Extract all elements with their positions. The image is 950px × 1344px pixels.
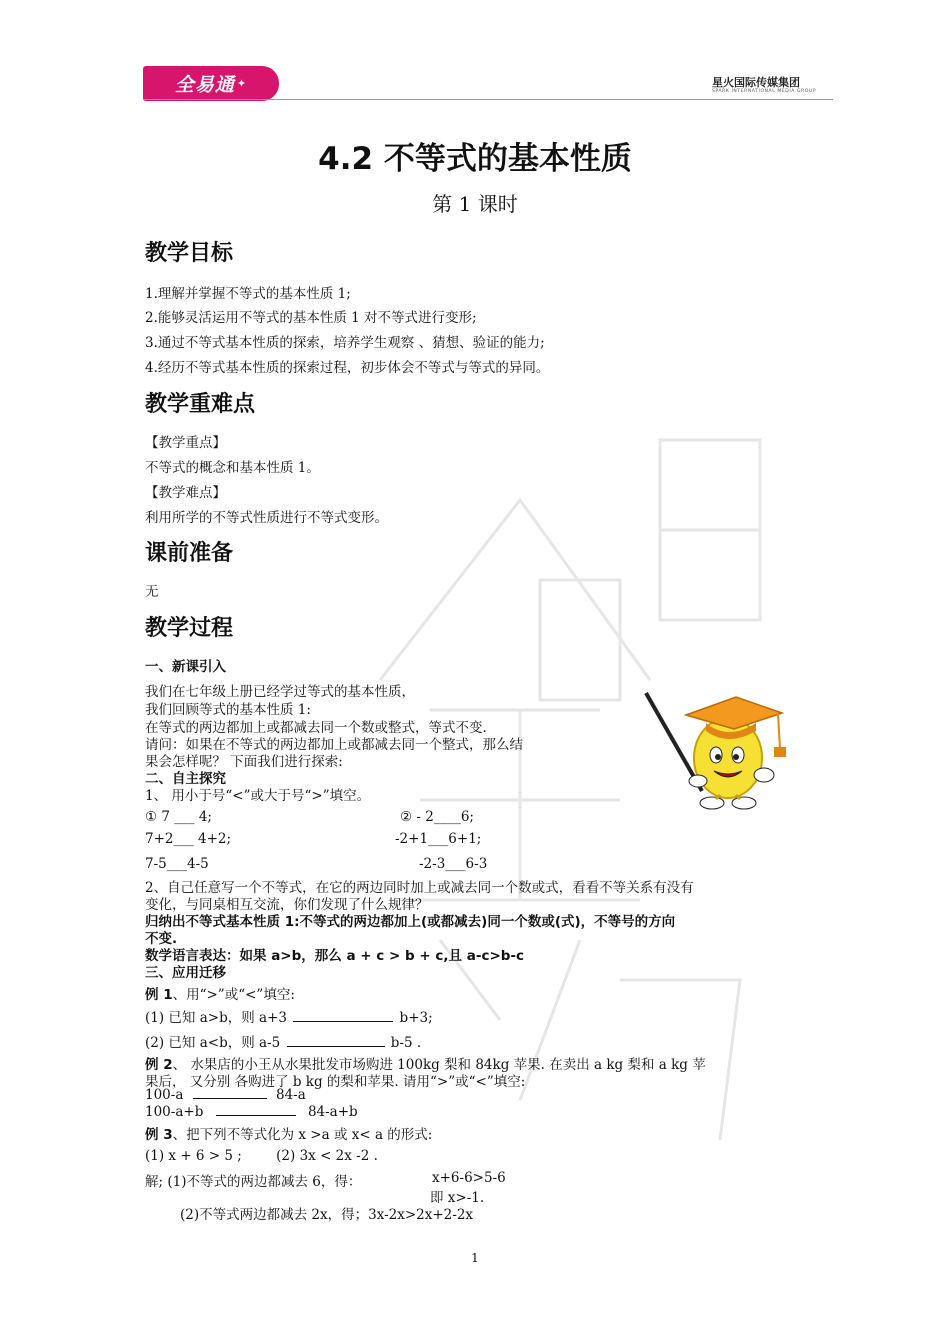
math-expression: 数学语言表达：如果 a>b，那么 a + c > b + c,且 a-c>b-c (145, 948, 525, 964)
part3-title: 三、应用迁移 (145, 965, 226, 981)
exercise-row3-right: -2-3___6-3 (419, 856, 488, 872)
exercise-row3-left: 7-5___4-5 (145, 856, 209, 872)
intro-line: 在等式的两边都加上或都减去同一个数或整式，等式不变. (145, 720, 487, 736)
example-2-label: 例 2 (145, 1057, 173, 1073)
answer-blank[interactable] (293, 1020, 393, 1022)
focus-label: 【教学重点】 (145, 435, 226, 451)
focus-text: 不等式的概念和基本性质 1。 (145, 460, 320, 476)
part2-title: 二、自主探究 (145, 771, 226, 787)
brand-subtitle: SPARK INTERNATIONAL MEDIA GROUP (712, 89, 817, 94)
quanyitong-logo: 全易通 ✦ (143, 66, 279, 101)
objective-item: 2.能够灵活运用不等式的基本性质 1 对不等式进行变形; (145, 310, 477, 326)
question-2-line2: 变化，与同桌相互交流，你们发现了什么规律？ (145, 897, 429, 913)
answer-blank[interactable] (216, 1114, 296, 1116)
page-subtitle: 第 1 课时 (432, 192, 518, 216)
property-line2: 不变. (145, 931, 178, 947)
property-line1: 归纳出不等式基本性质 1:不等式的两边都加上(或都减去)同一个数或(式)，不等号的方向 (145, 914, 676, 930)
question-1: 1、 用小于号“<”或大于号“>”填空。 (145, 788, 371, 804)
preparation-heading: 课前准备 (145, 541, 234, 566)
example-1-q2: (2) 已知 a<b，则 a-5 b-5 . (145, 1035, 422, 1051)
objective-item: 1.理解并掌握不等式的基本性质 1; (145, 286, 351, 302)
solution-1-intro: 解; (1)不等式的两边都减去 6，得： (145, 1174, 362, 1190)
example-1-q1: (1) 已知 a>b，则 a+3 b+3; (145, 1010, 433, 1026)
intro-line: 我们回顾等式的基本性质 1: (145, 702, 311, 718)
example-2-row1: 100-a 84-a (145, 1087, 306, 1103)
objective-item: 3.通过不等式基本性质的探索，培养学生观察 、猜想、验证的能力; (145, 335, 545, 351)
objective-item: 4.经历不等式基本性质的探索过程，初步体会不等式与等式的异同。 (145, 360, 550, 376)
intro-line: 果会怎样呢？ 下面我们进行探索: (145, 754, 343, 770)
example-2-line1: 例 2、 水果店的小王从水果批发市场购进 100kg 梨和 84kg 苹果. 在卖出 a kg 梨和 a kg 苹 (145, 1057, 706, 1073)
intro-line: 请问：如果在不等式的两边都加上或都减去同一个整式，那么结 (145, 737, 523, 753)
answer-blank[interactable] (193, 1097, 267, 1099)
objectives-heading: 教学目标 (145, 241, 234, 266)
teacher-cartoon-illustration (640, 683, 806, 813)
brand-name: 星火国际传媒集团 (712, 76, 800, 89)
answer-blank[interactable] (287, 1045, 385, 1047)
example-3-questions: (1) x + 6 > 5 ; (2) 3x < 2x -2 . (145, 1148, 378, 1164)
process-heading: 教学过程 (145, 616, 234, 641)
example-3-label: 例 3 (145, 1127, 173, 1143)
example-1-label: 例 1 (145, 987, 173, 1003)
keypoints-heading: 教学重难点 (145, 392, 256, 417)
part1-title: 一、新课引入 (145, 659, 226, 675)
solution-1-result: 即 x>-1. (430, 1190, 485, 1206)
example-3-prompt: 例 3、把下列不等式化为 x >a 或 x< a 的形式: (145, 1127, 433, 1143)
intro-line: 我们在七年级上册已经学过等式的基本性质， (145, 684, 415, 700)
example-2-line2: 果后， 又分别 各购进了 b kg 的梨和苹果. 请用“>”或“<”填空: (145, 1074, 526, 1090)
exercise-row1-left: ① 7 ___ 4; (145, 809, 212, 825)
difficulty-label: 【教学难点】 (145, 485, 226, 501)
example-1-prompt: 例 1、用“>”或“<”填空: (145, 987, 295, 1003)
solution-2: (2)不等式两边都减去 2x，得；3x-2x>2x+2-2x (180, 1207, 474, 1223)
exercise-row1-right: ② - 2____6; (400, 809, 474, 825)
difficulty-text: 利用所学的不等式性质进行不等式变形。 (145, 510, 388, 526)
header-divider (143, 99, 833, 100)
exercise-row2-right: -2+1___6+1; (395, 831, 482, 847)
question-2-line1: 2、自己任意写一个不等式，在它的两边同时加上或减去同一个数或式，看看不等关系有没有 (145, 880, 694, 896)
preparation-text: 无 (145, 584, 159, 600)
exercise-row2-left: 7+2___ 4+2; (145, 831, 232, 847)
page-number: 1 (471, 1251, 479, 1265)
example-2-row2: 100-a+b 84-a+b (145, 1104, 358, 1120)
solution-1-step: x+6-6>5-6 (432, 1170, 506, 1186)
page-title: 4.2 不等式的基本性质 (318, 141, 632, 177)
